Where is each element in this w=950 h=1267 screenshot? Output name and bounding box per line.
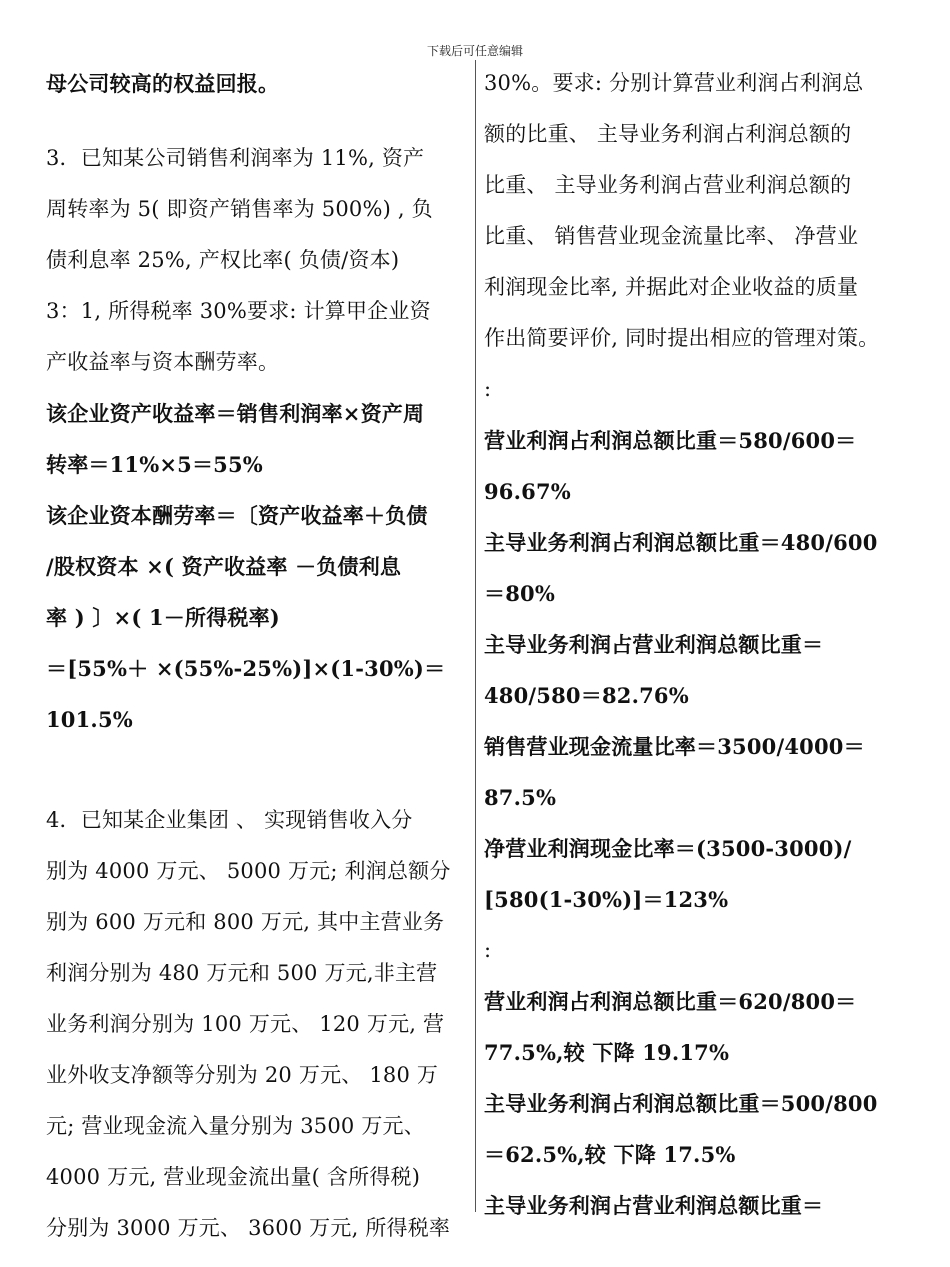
- text-line: 作出简要评价, 同时提出相应的管理对策。: [484, 326, 880, 350]
- text-line: 利润现金比率, 并据此对企业收益的质量: [484, 275, 859, 299]
- text-line: 主导业务利润占利润总额比重＝480/600: [484, 530, 878, 555]
- left-column: [46, 58, 468, 1254]
- page-header: 下载后可任意编辑: [426, 44, 523, 58]
- text-line: 3．已知某公司销售利润率为 11%, 资产: [46, 146, 425, 170]
- text-line: 周转率为 5( 即资产销售率为 500%) , 负: [46, 197, 433, 221]
- column-divider: [475, 60, 476, 1212]
- paragraph-gap: [46, 745, 468, 795]
- text-line: 别为 600 万元和 800 万元, 其中主营业务: [46, 910, 445, 934]
- text-line: 营业利润占利润总额比重＝580/600＝: [484, 428, 857, 453]
- text-line: 主导业务利润占利润总额比重＝500/800: [484, 1091, 878, 1116]
- text-line: 4．已知某企业集团 、 实现销售收入分: [46, 808, 413, 832]
- right-column: [484, 58, 912, 1231]
- text-line: 母公司较高的权益回报。: [46, 71, 280, 96]
- text-line: 销售营业现金流量比率＝3500/4000＝: [484, 734, 865, 759]
- text-line: :: [484, 377, 492, 401]
- text-line: 转率＝11%×5＝55%: [46, 452, 263, 477]
- text-line: 业务利润分别为 100 万元、 120 万元, 营: [46, 1012, 445, 1036]
- text-line: 该企业资本酬劳率＝〔资产收益率＋负债: [46, 503, 428, 528]
- text-line: 额的比重、 主导业务利润占利润总额的: [484, 122, 852, 146]
- text-line: 净营业利润现金比率＝(3500-3000)/: [484, 836, 852, 861]
- text-line: 主导业务利润占营业利润总额比重＝: [484, 1193, 824, 1218]
- text-line: 利润分别为 480 万元和 500 万元,非主营: [46, 961, 438, 985]
- text-line: 480/580＝82.76%: [484, 683, 689, 708]
- text-line: 96.67%: [484, 479, 571, 504]
- text-line: 主导业务利润占营业利润总额比重＝: [484, 632, 824, 657]
- text-line: ＝62.5%,较 下降 17.5%: [484, 1142, 736, 1167]
- text-line: 别为 4000 万元、 5000 万元; 利润总额分: [46, 859, 451, 883]
- text-line: :: [484, 938, 492, 962]
- text-line: 产收益率与资本酬劳率。: [46, 350, 280, 374]
- text-line: 87.5%: [484, 785, 557, 810]
- text-line: 营业利润占利润总额比重＝620/800＝: [484, 989, 857, 1014]
- text-line: 30%。要求: 分别计算营业利润占利润总: [484, 71, 864, 95]
- text-line: 元; 营业现金流入量分别为 3500 万元、: [46, 1114, 425, 1138]
- text-line: 该企业资产收益率＝销售利润率×资产周: [46, 401, 425, 426]
- text-line: 比重、 销售营业现金流量比率、 净营业: [484, 224, 859, 248]
- text-line: /股权资本 ×( 资产收益率 －负债利息: [46, 554, 402, 579]
- text-line: 率 ) 〕×( 1－所得税率): [46, 605, 280, 630]
- text-line: ＝80%: [484, 581, 555, 606]
- text-line: 分别为 3000 万元、 3600 万元, 所得税率: [46, 1216, 451, 1240]
- text-line: 4000 万元, 营业现金流出量( 含所得税): [46, 1165, 421, 1189]
- text-line: [580(1-30%)]＝123%: [484, 887, 729, 912]
- text-line: 3：1, 所得税率 30%要求: 计算甲企业资: [46, 299, 431, 323]
- text-line: 77.5%,较 下降 19.17%: [484, 1040, 730, 1065]
- text-line: ＝[55%＋ ×(55%-25%)]×(1-30%)＝: [46, 656, 446, 681]
- text-line: 比重、 主导业务利润占营业利润总额的: [484, 173, 852, 197]
- text-line: 业外收支净额等分别为 20 万元、 180 万: [46, 1063, 439, 1087]
- text-line: 101.5%: [46, 707, 133, 732]
- paragraph-gap: [46, 109, 468, 133]
- text-line: 债利息率 25%, 产权比率( 负债/资本): [46, 248, 400, 272]
